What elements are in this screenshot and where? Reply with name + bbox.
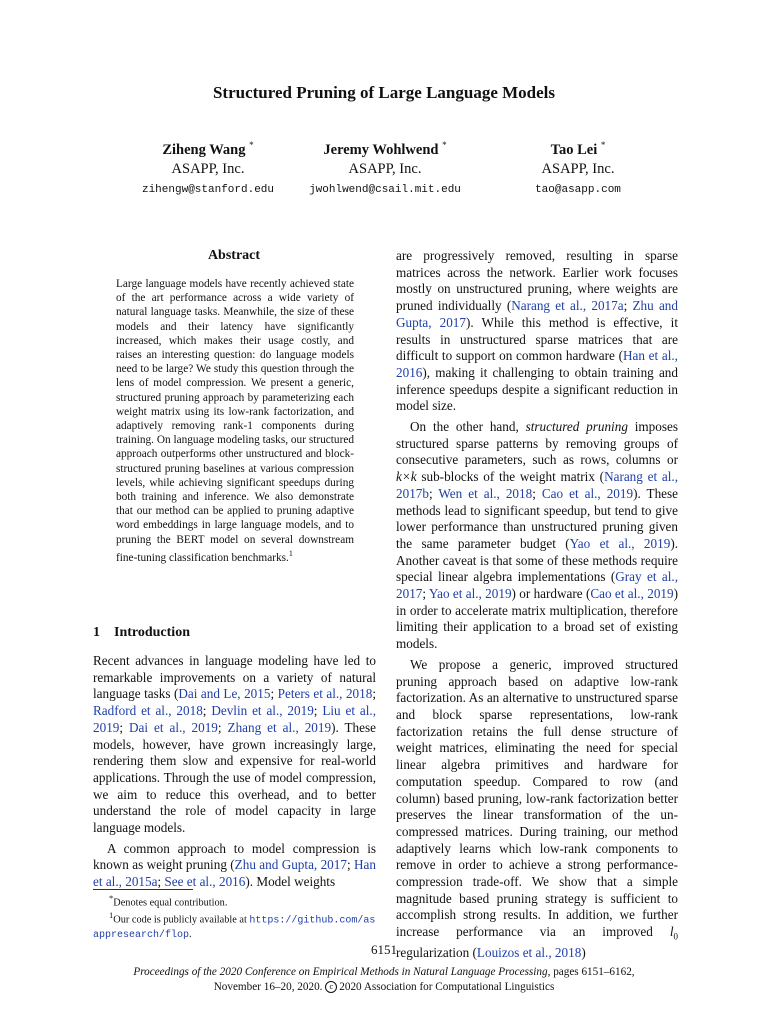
footnote-ref[interactable]: 1 <box>288 548 293 558</box>
paragraph: We propose a generic, improved structured pruning approach based on adaptive low-rank factorization. As an alternative to unstructured sparse and block sparse representations, low-rank factorization retains the full dense structure of weight matrices, eliminating the need for special linear algebra primitives and hardware for computation speedup. Compared to row (and column) based pruning, low-rank factorization better preserves the linear transformation of the un-compressed matrices. During training, our method adaptively learns which low-rank components to remove in order to achieve a strong performance-compression trade-off. We show that a simple magnitude based pruning strategy is sufficient to accomplish strong results. In addition, we further increase performance via an improved $l_0$ regularization (Louizos et al., 2018) <box>396 656 678 961</box>
citation-link[interactable]: Narang et al., 2017a <box>511 298 624 314</box>
citation-link[interactable]: Cao et al., 2019 <box>541 485 634 501</box>
section-title: Introduction <box>114 625 190 640</box>
citation-link[interactable]: Wen et al., 2018 <box>438 485 533 501</box>
author-block <box>468 136 688 200</box>
citation-link[interactable]: Zhu and Gupta, 2017 <box>234 857 347 873</box>
citation-link[interactable]: Radford et al., 2018 <box>93 703 203 719</box>
author-email[interactable]: jwohlwend@csail.mit.edu <box>309 183 461 196</box>
author-block <box>275 136 495 200</box>
citation-link[interactable]: Narang et al., 2017b <box>396 469 678 501</box>
footnotes <box>93 892 376 942</box>
citation-link[interactable]: Gray et al., 2017 <box>396 569 678 602</box>
paragraph: are progressively removed, resulting in sparse matrices across the network. Earlier work focuses mostly on unstructured pruning, where weights are pruned individually (Narang et al., 2017a; Zhu and Gupta, 2017). While this method is effective, it results in unstructured sparse matrices that are difficult to support on common hardware (Han et al., 2016), making it challenging to obtain training and inference speedups despite a significant reduction in model size. <box>396 248 678 414</box>
paragraph: On the other hand, structured pruning imposes structured sparse patterns by removing groups of consecutive parameters, such as rows, columns or k×k sub-blocks of the weight matrix (Narang et al., 2017b; Wen et al., 2018; Cao et al., 2019). These methods lead to significant speedup, but tend to give lower performance than unstructured pruning given the same parameter budget (Yao et al., 2019). Another caveat is that some of these methods require special linear algebra implementations (Gray et al., 2017; Yao et al., 2019) or hardware (Cao et al., 2019) in order to accelerate matrix multiplication, therefore limiting their application to a broad set of existing models. <box>396 419 679 652</box>
citation-link[interactable]: Cao et al., 2019 <box>590 586 674 602</box>
author-affiliation: ASAPP, Inc. <box>541 160 615 177</box>
citation-link[interactable]: Yao et al., 2019 <box>569 535 671 551</box>
code-url-link[interactable]: https://github.com/asappresearch/flop <box>93 915 376 941</box>
citation-link[interactable]: Han et al., 2015a <box>93 857 376 890</box>
footnote: $^1$Our code is publicly available at https://github.com/asappresearch/flop. <box>93 910 376 941</box>
footer-line: November 16–20, 2020. c 2020 Association for Computational Linguistics <box>213 981 555 993</box>
footer-line: Proceedings of the 2020 Conference on Empirical Methods in Natural Language Processing, pages 6151–6162, <box>133 966 635 978</box>
citation-link[interactable]: Liu et al., 2019 <box>93 703 376 735</box>
citation-link[interactable]: Yao et al., 2019 <box>428 586 512 602</box>
section-heading <box>93 625 190 641</box>
citation-link[interactable]: Devlin et al., 2019 <box>211 703 314 719</box>
copyright-icon: c <box>325 981 337 993</box>
right-column <box>396 248 678 966</box>
citation-link[interactable]: Dai et al., 2019 <box>129 719 218 735</box>
citation-link[interactable]: Zhang et al., 2019 <box>227 719 332 735</box>
left-column <box>93 653 376 895</box>
footnote-divider <box>93 889 193 890</box>
author-email[interactable]: zihengw@stanford.edu <box>141 183 275 196</box>
citation-link[interactable]: See et al., 2016 <box>164 874 246 890</box>
footnote: *Denotes equal contribution. <box>109 893 228 909</box>
venue-name: Proceedings of the 2020 Conference on Empirical Methods in Natural Language Processing <box>133 966 548 978</box>
abstract-heading: Abstract <box>207 248 261 263</box>
author-affiliation: ASAPP, Inc. <box>171 160 245 177</box>
emphasis: structured pruning <box>525 419 628 435</box>
abstract-text: Large language models have recently achieved state of the art performance across a wide variety of natural language tasks. Meanwhile, the size of these models and their latency have significantly increased, which makes their usage costly, and raises an interesting question: do language models need to be large? We study this question through the lens of model compression. We present a generic, structured pruning approach by parameterizing each weight matrix using its low-rank factorization, and adaptively removing rank-1 components during training. On language modeling tasks, our structured approach outperforms other unstructured and block-structured pruning baselines at various compression levels, while achieving significant speedups during both training and inference. We also demonstrate that our method can be applied to pruning adaptive word embeddings in large language models, and to pruning the BERT model on several downstream fine-tuning classification benchmarks. <box>116 278 354 564</box>
citation-link[interactable]: Louizos et al., 2018 <box>476 945 582 961</box>
paragraph: Recent advances in language modeling have led to remarkable improvements on a variety of natural language tasks (Dai and Le, 2015; Peters et al., 2018; Radford et al., 2018; Devlin et al., 2019; Liu et al., 2019; Dai et al., 2019; Zhang et al., 2019). These models, however, have grown increasingly large, rendering them slow and expensive for real-world applications. Through the use of model compression, we aim to reduce this overhead, and to better understand the role of model capacity in large language models. <box>93 653 376 836</box>
section-number: 1 <box>93 625 100 640</box>
citation-link[interactable]: Han et al., 2016 <box>396 348 678 380</box>
citation-link[interactable]: Dai and Le, 2015 <box>178 686 271 702</box>
page-number: 6151 <box>371 942 397 957</box>
citation-link[interactable]: Zhu and Gupta, 2017 <box>396 298 678 330</box>
paper-title: Structured Pruning of Large Language Models <box>212 83 556 102</box>
author-affiliation: ASAPP, Inc. <box>348 160 422 177</box>
page-footer <box>0 965 768 995</box>
citation-link[interactable]: Peters et al., 2018 <box>277 686 373 702</box>
math-subscript: 0 <box>673 931 678 942</box>
math-expression: k×k <box>396 469 417 485</box>
author-name: Ziheng Wang * <box>162 140 254 158</box>
author-email[interactable]: tao@asapp.com <box>535 183 621 196</box>
author-name: Tao Lei * <box>550 140 606 158</box>
author-name: Jeremy Wohlwend * <box>323 140 447 158</box>
math-expression: l <box>669 924 674 940</box>
paragraph: A common approach to model compression is known as weight pruning (Zhu and Gupta, 2017; Han et al., 2015a; See et al., 2016). Model weights <box>93 840 376 890</box>
abstract-body <box>116 277 354 565</box>
